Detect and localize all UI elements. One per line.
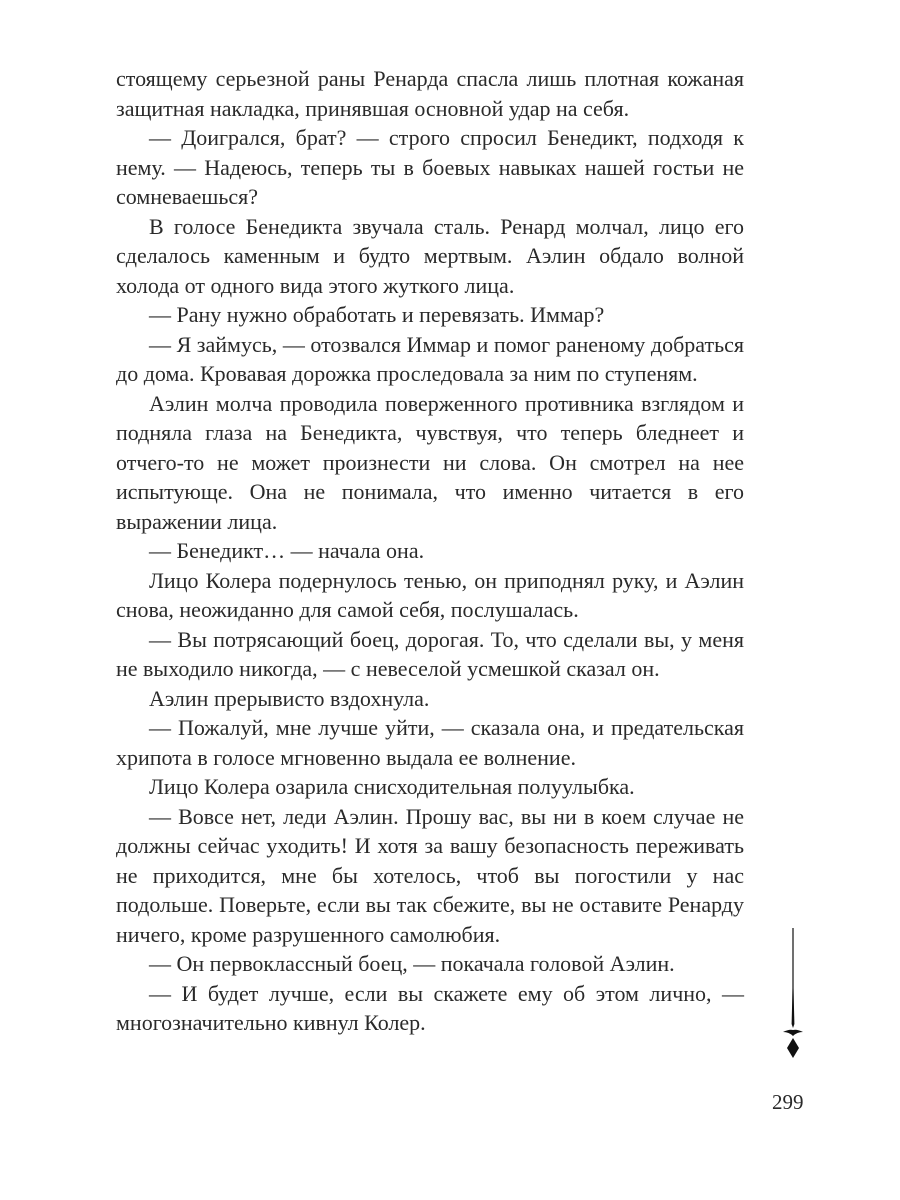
paragraph-2: — Доигрался, брат? — строго спросил Бенедикт, подходя к нему. — Надеюсь, теперь ты в боевых навыках нашей гостьи не сомневаешься? xyxy=(116,125,744,209)
paragraph-6: Аэлин молча проводила поверженного противника взглядом и подняла глаза на Бенедикта, чувствуя, что теперь бледнеет и отчего-то не может произнести ни слова. Он смотрел на нее испытующе. Она не понимала, что именно читается в его выражении лица. xyxy=(116,390,744,534)
decorative-ornament-icon xyxy=(780,928,806,1060)
page-number: 299 xyxy=(772,1090,804,1114)
paragraph-1: стоящему серьезной раны Ренарда спасла лишь плотная кожаная защитная накладка, принявшая основной удар на себя. xyxy=(116,66,744,121)
paragraph-14: — Он первоклассный боец, — покачала головой Аэлин. xyxy=(149,951,675,976)
paragraph-8: Лицо Колера подернулось тенью, он приподнял руку, и Аэлин снова, неожиданно для самой себя, послушалась. xyxy=(116,567,744,622)
paragraph-15: — И будет лучше, если вы скажете ему об этом лично, — многозначительно кивнул Колер. xyxy=(116,980,744,1035)
paragraph-11: — Пожалуй, мне лучше уйти, — сказала она, и предательская хрипота в голосе мгновенно выдала ее волнение. xyxy=(116,715,744,770)
paragraph-4: — Рану нужно обработать и перевязать. Иммар? xyxy=(149,302,605,327)
paragraph-13: — Вовсе нет, леди Аэлин. Прошу вас, вы ни в коем случае не должны сейчас уходить! И хотя за вашу безопасность переживать не приходится, мне бы хотелось, чтоб вы погостили у нас подольше. Поверьте, если вы так сбежите, вы не оставите Ренарду ничего, кроме разрушенного самолюбия. xyxy=(116,803,744,947)
page-text-block xyxy=(116,64,744,1038)
paragraph-12: Лицо Колера озарила снисходительная полуулыбка. xyxy=(149,774,635,799)
paragraph-9: — Вы потрясающий боец, дорогая. То, что сделали вы, у меня не выходило никогда, — с невеселой усмешкой сказал он. xyxy=(116,626,744,681)
paragraph-3: В голосе Бенедикта звучала сталь. Ренард молчал, лицо его сделалось каменным и будто мертвым. Аэлин обдало волной холода от одного вида этого жуткого лица. xyxy=(116,213,744,298)
paragraph-5: — Я займусь, — отозвался Иммар и помог раненому добраться до дома. Кровавая дорожка проследовала за ним по ступеням. xyxy=(116,331,744,386)
paragraph-7: — Бенедикт… — начала она. xyxy=(149,538,425,563)
paragraph-10: Аэлин прерывисто вздохнула. xyxy=(149,685,430,711)
